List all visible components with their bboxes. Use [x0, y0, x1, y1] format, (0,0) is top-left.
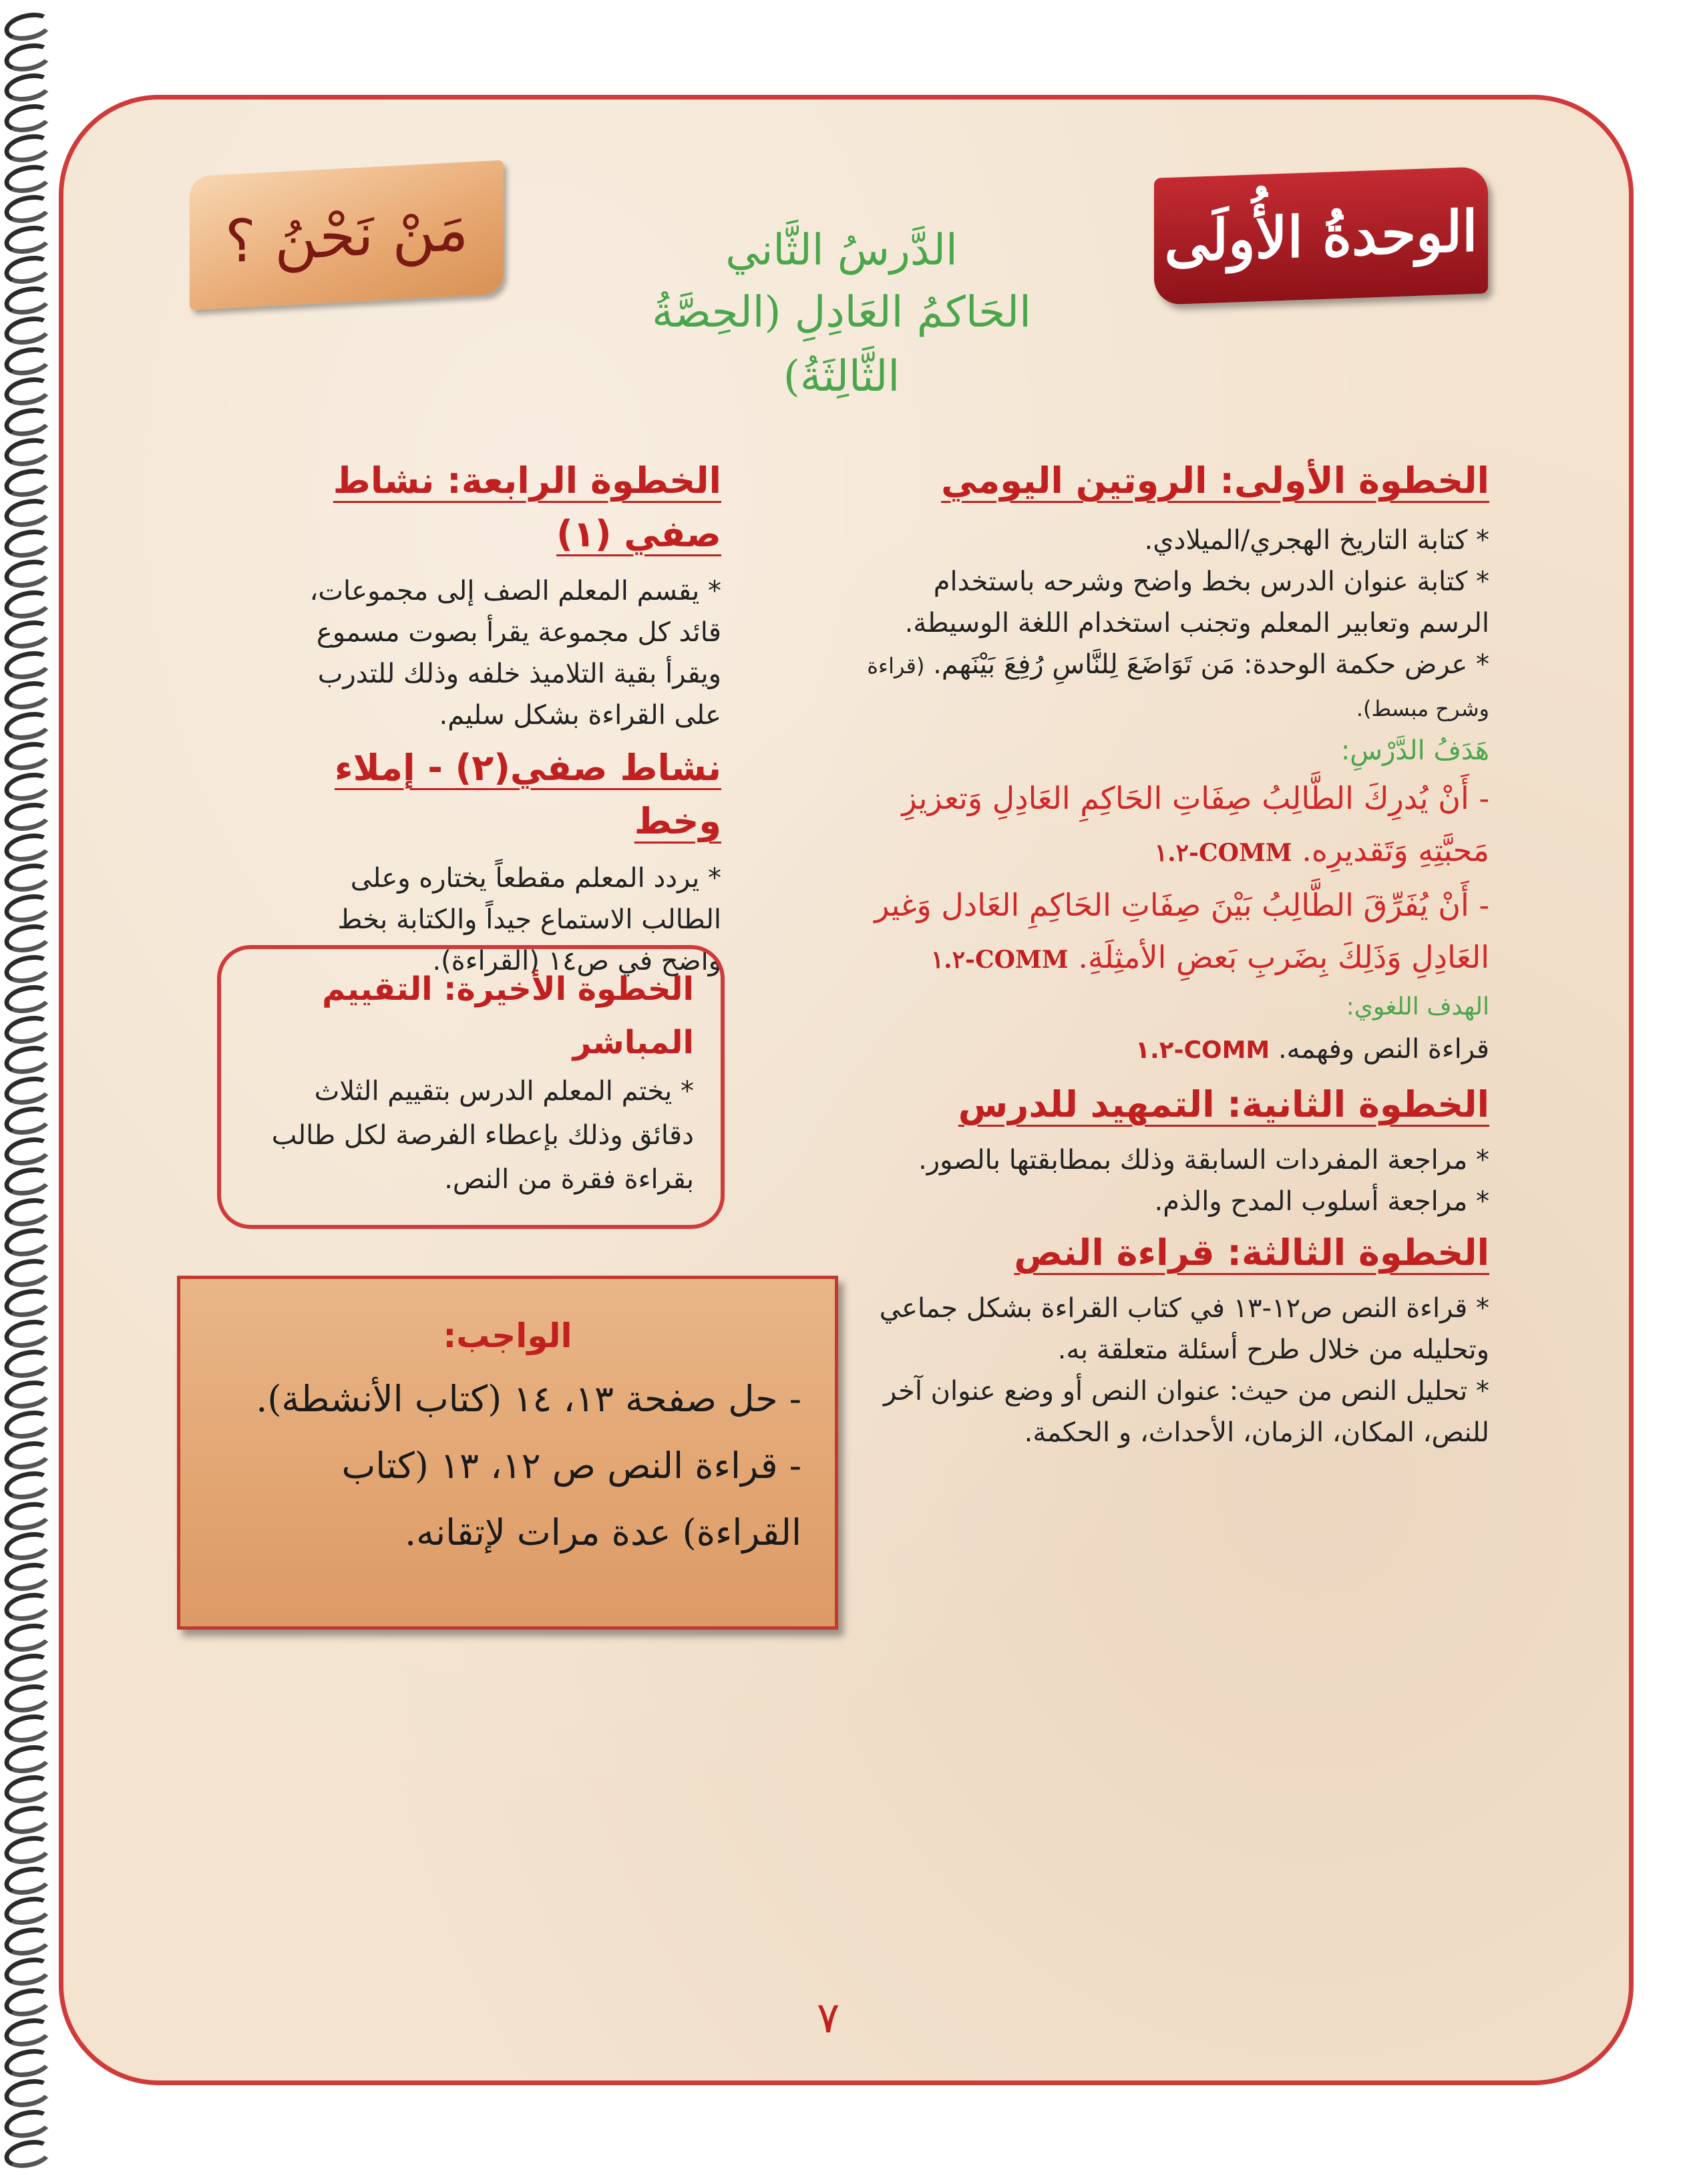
binding-coil [2, 1497, 55, 1533]
homework-item: - حل صفحة ١٣، ١٤ (كتاب الأنشطة). [256, 1378, 801, 1420]
binding-coil [2, 1801, 55, 1837]
binding-coil [2, 829, 55, 865]
binding-coil [2, 950, 55, 986]
language-goal [862, 1029, 1489, 1071]
binding-coil [2, 282, 55, 318]
wisdom-note: (قراءة وشرح مبسط). [867, 653, 1489, 721]
binding-coil [2, 1315, 55, 1351]
lesson-title: الحَاكمُ العَادِلِ (الحِصَّةُ الثَّالِثَةُ) [652, 288, 1031, 401]
binding-coil [2, 1194, 55, 1230]
step1-item: * كتابة التاريخ الهجري/الميلادي. [1144, 525, 1489, 556]
binding-coil [2, 738, 55, 774]
binding-coil [2, 799, 55, 835]
binding-coil [2, 1011, 55, 1047]
binding-coil [2, 1254, 55, 1290]
binding-coil [2, 1984, 55, 2020]
goal-1-code: COMM-١.٢ [1154, 839, 1292, 867]
binding-coil [2, 677, 55, 713]
goal-2-text: - أَنْ يُفَرِّقَ الطَّالِبُ بَيْنَ صِفَاتِ الحَاكِمِ العَادل وَغير العَادِلِ وَذَلِكَ بِضَربِ بَعضِ الأمثِلَةِ. [874, 887, 1489, 975]
binding-coil [2, 252, 55, 288]
final-step-box [217, 945, 725, 1229]
binding-coil [2, 981, 55, 1017]
binding-coil [2, 2105, 55, 2141]
binding-coil [2, 69, 55, 106]
binding-coil [2, 1771, 55, 1807]
binding-coil [2, 100, 55, 136]
binding-coil [2, 1042, 55, 1078]
binding-coil [2, 525, 55, 561]
step4-text: * يقسم المعلم الصف إلى مجموعات، قائد كل مجموعة يقرأ بصوت مسموع ويقرأ بقية التلاميذ خلفه وذلك للتدرب على القراءة بشكل سليم. [309, 576, 721, 731]
binding-coil [2, 221, 55, 257]
binding-coil [2, 1680, 55, 1716]
binding-coil [2, 768, 55, 804]
binding-coil [2, 2136, 55, 2172]
binding-coil [2, 373, 55, 409]
binding-coil [2, 1862, 55, 1898]
goal-2-code: COMM-١.٢ [930, 946, 1069, 974]
binding-coil [2, 495, 55, 531]
binding-coil [2, 434, 55, 470]
homework-item: - قراءة النص ص ١٢، ١٣ (كتاب القراءة) عدة مرات لإتقانه. [341, 1445, 801, 1554]
binding-coil [2, 860, 55, 896]
activity2-text: * يردد المعلم مقطعاً يختاره وعلى الطالب الاستماع جيداً والكتابة بخط واضح في ص١٤ (القراءة). [337, 863, 721, 976]
binding-coil [2, 1285, 55, 1321]
binding-coil [2, 39, 55, 75]
unit-ribbon [1154, 166, 1488, 305]
binding-coil [2, 130, 55, 166]
left-column [294, 454, 721, 982]
binding-coil [2, 160, 55, 196]
binding-coil [2, 1558, 55, 1594]
step2-item: * مراجعة أسلوب المدح والذم. [1154, 1186, 1489, 1217]
binding-coil [2, 191, 55, 227]
binding-coil [2, 1103, 55, 1139]
binding-coil [2, 343, 55, 379]
language-goal-label: الهدف اللغوي: [1346, 993, 1489, 1021]
step4-heading: الخطوة الرابعة: نشاط صفي (١) [333, 460, 721, 555]
unit-title: الوحدةُ الأُولَى [1164, 197, 1478, 275]
lesson-number: الدَّرسُ الثَّاني [725, 226, 958, 275]
homework-title: الواجب: [443, 1316, 572, 1355]
binding-coil [2, 1437, 55, 1473]
binding-coil [2, 556, 55, 592]
binding-coil [2, 1072, 55, 1108]
lesson-header [588, 220, 1095, 409]
lesson-goal-2 [862, 879, 1489, 986]
activity2-heading: نشاط صفي(٢) - إملاء وخط [335, 747, 721, 842]
binding-coil [2, 1710, 55, 1747]
step2-heading: الخطوة الثانية: التمهيد للدرس [958, 1083, 1489, 1125]
binding-coil [2, 403, 55, 439]
binding-coil [2, 1954, 55, 1990]
goal-1-text: - أَنْ يُدرِكَ الطَّالِبُ صِفَاتِ الحَاكِمِ العَادِلِ وَتعزيزِ مَحبَّتِهِ وَتَقديرِه. [902, 780, 1489, 868]
binding-coil [2, 1832, 55, 1868]
binding-coil [2, 1619, 55, 1655]
step2-item: * مراجعة المفردات السابقة وذلك بمطابقتها بالصور. [918, 1145, 1489, 1175]
lesson-goal-label: هَدَفُ الدَّرْسِ: [1340, 735, 1489, 766]
binding-coil [2, 1589, 55, 1625]
theme-title: مَنْ نَحْنُ ؟ [224, 194, 469, 277]
language-goal-code: COMM-١.٢ [1135, 1037, 1270, 1064]
wisdom-text: * عرض حكمة الوحدة: مَن تَوَاضَعَ لِلنَّاسِ رُفِعَ بَيْنَهم. [933, 649, 1489, 680]
binding-coil [2, 1528, 55, 1564]
binding-coil [2, 1163, 55, 1200]
language-goal-text: قراءة النص وفهمه. [1278, 1034, 1489, 1065]
binding-coil [2, 1893, 55, 1929]
binding-coil [2, 1741, 55, 1777]
right-column [862, 454, 1489, 1453]
step3-item: * قراءة النص ص١٢-١٣ في كتاب القراءة بشكل جماعي وتحليله من خلال طرح أسئلة متعلقة به. [879, 1293, 1489, 1365]
binding-coil [2, 890, 55, 926]
step1-item: * كتابة عنوان الدرس بخط واضح وشرحه باستخدام الرسم وتعابير المعلم وتجنب استخدام اللغة الوسيطة. [904, 566, 1489, 639]
binding-coil [2, 464, 55, 500]
binding-coil [2, 707, 55, 743]
binding-coil [2, 2044, 55, 2080]
binding-coil [2, 616, 55, 653]
binding-coil [2, 1346, 55, 1382]
binding-coil [2, 1467, 55, 1503]
binding-coil [2, 2075, 55, 2111]
binding-coil [2, 1224, 55, 1260]
binding-coil [2, 647, 55, 683]
binding-coil [2, 313, 55, 349]
binding-coil [2, 1407, 55, 1443]
unit-wisdom [862, 644, 1489, 729]
binding-coil [2, 586, 55, 622]
binding-coil [2, 1376, 55, 1412]
step1-heading: الخطوة الأولى: الروتين اليومي [941, 460, 1489, 502]
final-step-text: * يختم المعلم الدرس بتقييم الثلاث دقائق وذلك بإعطاء الفرصة لكل طالب بقراءة فقرة من النص. [271, 1076, 694, 1195]
homework-box [177, 1276, 838, 1630]
binding-coil [2, 2014, 55, 2050]
final-step-heading: الخطوة الأخيرة: التقييم المباشر [322, 970, 694, 1061]
binding-coil [2, 1650, 55, 1686]
binding-coil [2, 1133, 55, 1169]
binding-coil [2, 920, 55, 956]
spiral-binding [0, 13, 53, 2171]
binding-coil [2, 9, 55, 45]
lesson-goal-1 [862, 772, 1489, 879]
step3-heading: الخطوة الثالثة: قراءة النص [1014, 1232, 1489, 1274]
page-number: ٧ [816, 1994, 840, 2043]
step3-item: * تحليل النص من حيث: عنوان النص أو وضع عنوان آخر للنص، المكان، الزمان، الأحداث، و الحكمة. [884, 1376, 1489, 1448]
binding-coil [2, 1923, 55, 1959]
theme-ribbon [190, 160, 504, 311]
